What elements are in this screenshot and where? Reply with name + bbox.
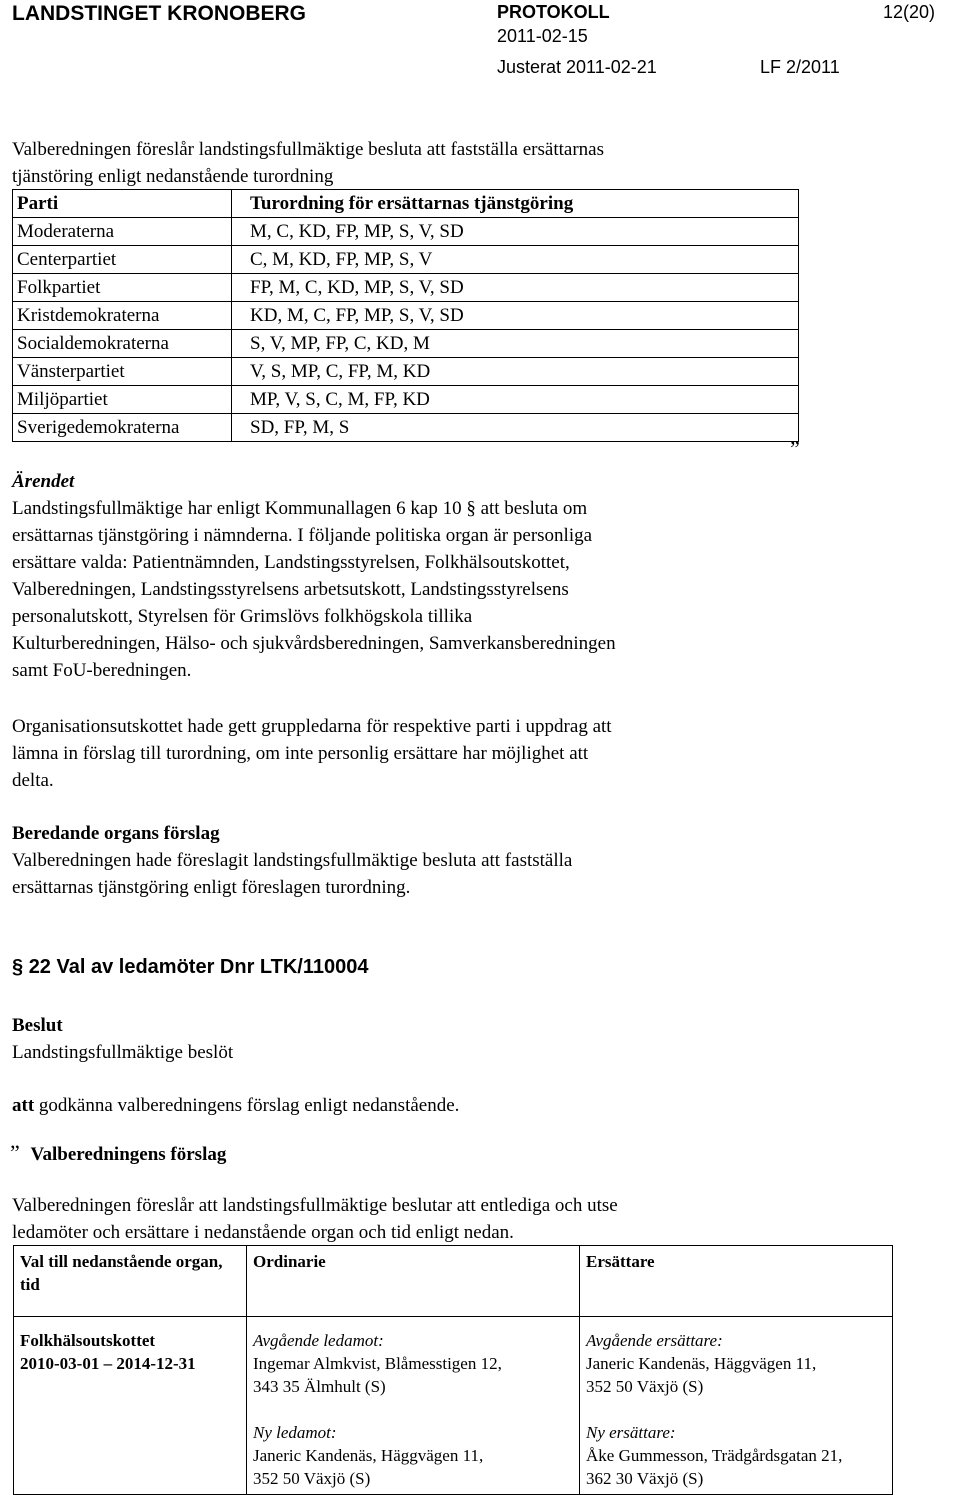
person-line: 352 50 Växjö (S) — [586, 1377, 704, 1396]
table-row — [13, 302, 799, 330]
arendet-paragraph-2 — [12, 713, 942, 794]
section-22-heading — [12, 956, 369, 979]
justerat-date: Justerat 2011-02-21 — [497, 57, 657, 77]
organ-name: Folkhälsoutskottet — [20, 1331, 156, 1350]
ny-ersattare-label: Ny ersättare: — [586, 1423, 676, 1442]
body-line: Kulturberedningen, Hälso- och sjukvårdsberedningen, Samverkansberedningen — [12, 633, 616, 654]
beredande-section — [12, 820, 942, 901]
order-cell: S, V, MP, FP, C, KD, M — [232, 330, 799, 358]
organ-period: 2010-03-01 – 2014-12-31 — [20, 1354, 196, 1373]
doc-type: PROTOKOLL — [497, 2, 610, 22]
party-cell: Miljöpartiet — [13, 386, 232, 414]
document-reference: LF 2/2011 — [760, 57, 840, 77]
section-heading: Beslut — [12, 1015, 63, 1036]
att-line — [12, 1092, 942, 1119]
section-heading: Ärendet — [12, 471, 75, 492]
body-line: delta. — [12, 770, 54, 791]
organ-cell — [14, 1317, 247, 1495]
org-name: LANDSTINGET KRONOBERG — [12, 2, 306, 25]
body-line: ledamöter och ersättare i nedanstående organ och tid enligt nedan. — [12, 1222, 514, 1243]
header-cell: Turordning för ersättarnas tjänstgöring — [232, 190, 799, 218]
table-header-row — [13, 190, 799, 218]
page-header — [0, 0, 960, 90]
table-row — [14, 1317, 893, 1495]
order-cell: KD, M, C, FP, MP, S, V, SD — [232, 302, 799, 330]
page-number: 12(20) — [883, 2, 936, 22]
table-header-row — [14, 1246, 893, 1317]
avgaende-ersattare-label: Avgående ersättare: — [586, 1331, 723, 1350]
ersattare-cell — [580, 1317, 893, 1495]
body-line: ersättarnas tjänstgöring enligt föreslagen turordning. — [12, 877, 411, 898]
intro-paragraph — [12, 136, 942, 190]
beslut-section — [12, 1012, 942, 1066]
header-cell: Parti — [13, 190, 232, 218]
body-line: Landstingsfullmäktige beslöt — [12, 1042, 234, 1063]
turordning-table — [12, 189, 799, 442]
ordinarie-cell — [247, 1317, 580, 1495]
body-line: lämna in förslag till turordning, om inte personlig ersättare har möjlighet att — [12, 743, 589, 764]
party-cell: Socialdemokraterna — [13, 330, 232, 358]
section-heading: Beredande organs förslag — [12, 823, 220, 844]
header-cell: Ersättare — [580, 1246, 893, 1317]
table-row — [13, 330, 799, 358]
person-line: 362 30 Växjö (S) — [586, 1469, 704, 1488]
order-cell: M, C, KD, FP, MP, S, V, SD — [232, 218, 799, 246]
order-cell: MP, V, S, C, M, FP, KD — [232, 386, 799, 414]
party-cell: Kristdemokraterna — [13, 302, 232, 330]
body-line: Landstingsfullmäktige har enligt Kommunallagen 6 kap 10 § att besluta om — [12, 498, 588, 519]
body-line: ersättare valda: Patientnämnden, Landstingsstyrelsen, Folkhälsoutskottet, — [12, 552, 570, 573]
paragraph-mark: § — [12, 956, 24, 978]
att-keyword: att — [12, 1095, 35, 1116]
quote-mark-glyph: ” — [790, 436, 800, 461]
party-cell: Folkpartiet — [13, 274, 232, 302]
intro-line: tjänstöring enligt nedanstående turordning — [12, 166, 334, 187]
header-cell: Val till nedanstående organ, tid — [14, 1246, 247, 1317]
avgaende-ledamot-label: Avgående ledamot: — [253, 1331, 384, 1350]
person-line: Åke Gummesson, Trädgårdsgatan 21, — [586, 1446, 843, 1465]
person-line: Janeric Kandenäs, Häggvägen 11, — [586, 1354, 817, 1373]
table-row — [13, 358, 799, 386]
body-line: Valberedningen, Landstingsstyrelsens arbetsutskott, Landstingsstyrelsens — [12, 579, 569, 600]
person-line: Ingemar Almkvist, Blåmesstigen 12, — [253, 1354, 502, 1373]
party-cell: Sverigedemokraterna — [13, 414, 232, 442]
body-line: Valberedningen föreslår att landstingsfullmäktige beslutar att entlediga och utse — [12, 1195, 618, 1216]
forslag-heading-row — [10, 1140, 226, 1166]
table-row — [13, 414, 799, 442]
party-cell: Moderaterna — [13, 218, 232, 246]
header-cell: Ordinarie — [247, 1246, 580, 1317]
section-heading: Valberedningens förslag — [30, 1144, 227, 1165]
order-cell: SD, FP, M, S — [232, 414, 799, 442]
intro-line: Valberedningen föreslår landstingsfullmäktige besluta att fastställa ersättarnas — [12, 139, 604, 160]
meeting-date: 2011-02-15 — [497, 26, 588, 46]
body-line: Valberedningen hade föreslagit landstingsfullmäktige besluta att fastställa — [12, 850, 573, 871]
att-text: godkänna valberedningens förslag enligt nedanstående. — [38, 1095, 460, 1116]
table-row — [13, 218, 799, 246]
section-22-title: 22 Val av ledamöter Dnr LTK/110004 — [28, 956, 369, 978]
table-row — [13, 274, 799, 302]
table-row — [13, 246, 799, 274]
body-line: samt FoU-beredningen. — [12, 660, 192, 681]
val-table — [13, 1245, 893, 1495]
party-cell: Centerpartiet — [13, 246, 232, 274]
body-line: ersättarnas tjänstgöring i nämnderna. I följande politiska organ är personliga — [12, 525, 593, 546]
person-line: Janeric Kandenäs, Häggvägen 11, — [253, 1446, 484, 1465]
party-cell: Vänsterpartiet — [13, 358, 232, 386]
body-line: personalutskott, Styrelsen för Grimslövs folkhögskola tillika — [12, 606, 473, 627]
order-cell: C, M, KD, FP, MP, S, V — [232, 246, 799, 274]
arendet-section — [12, 468, 942, 684]
person-line: 352 50 Växjö (S) — [253, 1469, 371, 1488]
order-cell: FP, M, C, KD, MP, S, V, SD — [232, 274, 799, 302]
ny-ledamot-label: Ny ledamot: — [253, 1423, 337, 1442]
order-cell: V, S, MP, C, FP, M, KD — [232, 358, 799, 386]
forslag-paragraph — [12, 1192, 942, 1246]
table-row — [13, 386, 799, 414]
quote-mark-glyph: ” — [10, 1140, 20, 1165]
body-line: Organisationsutskottet hade gett gruppledarna för respektive parti i uppdrag att — [12, 716, 612, 737]
person-line: 343 35 Älmhult (S) — [253, 1377, 386, 1396]
